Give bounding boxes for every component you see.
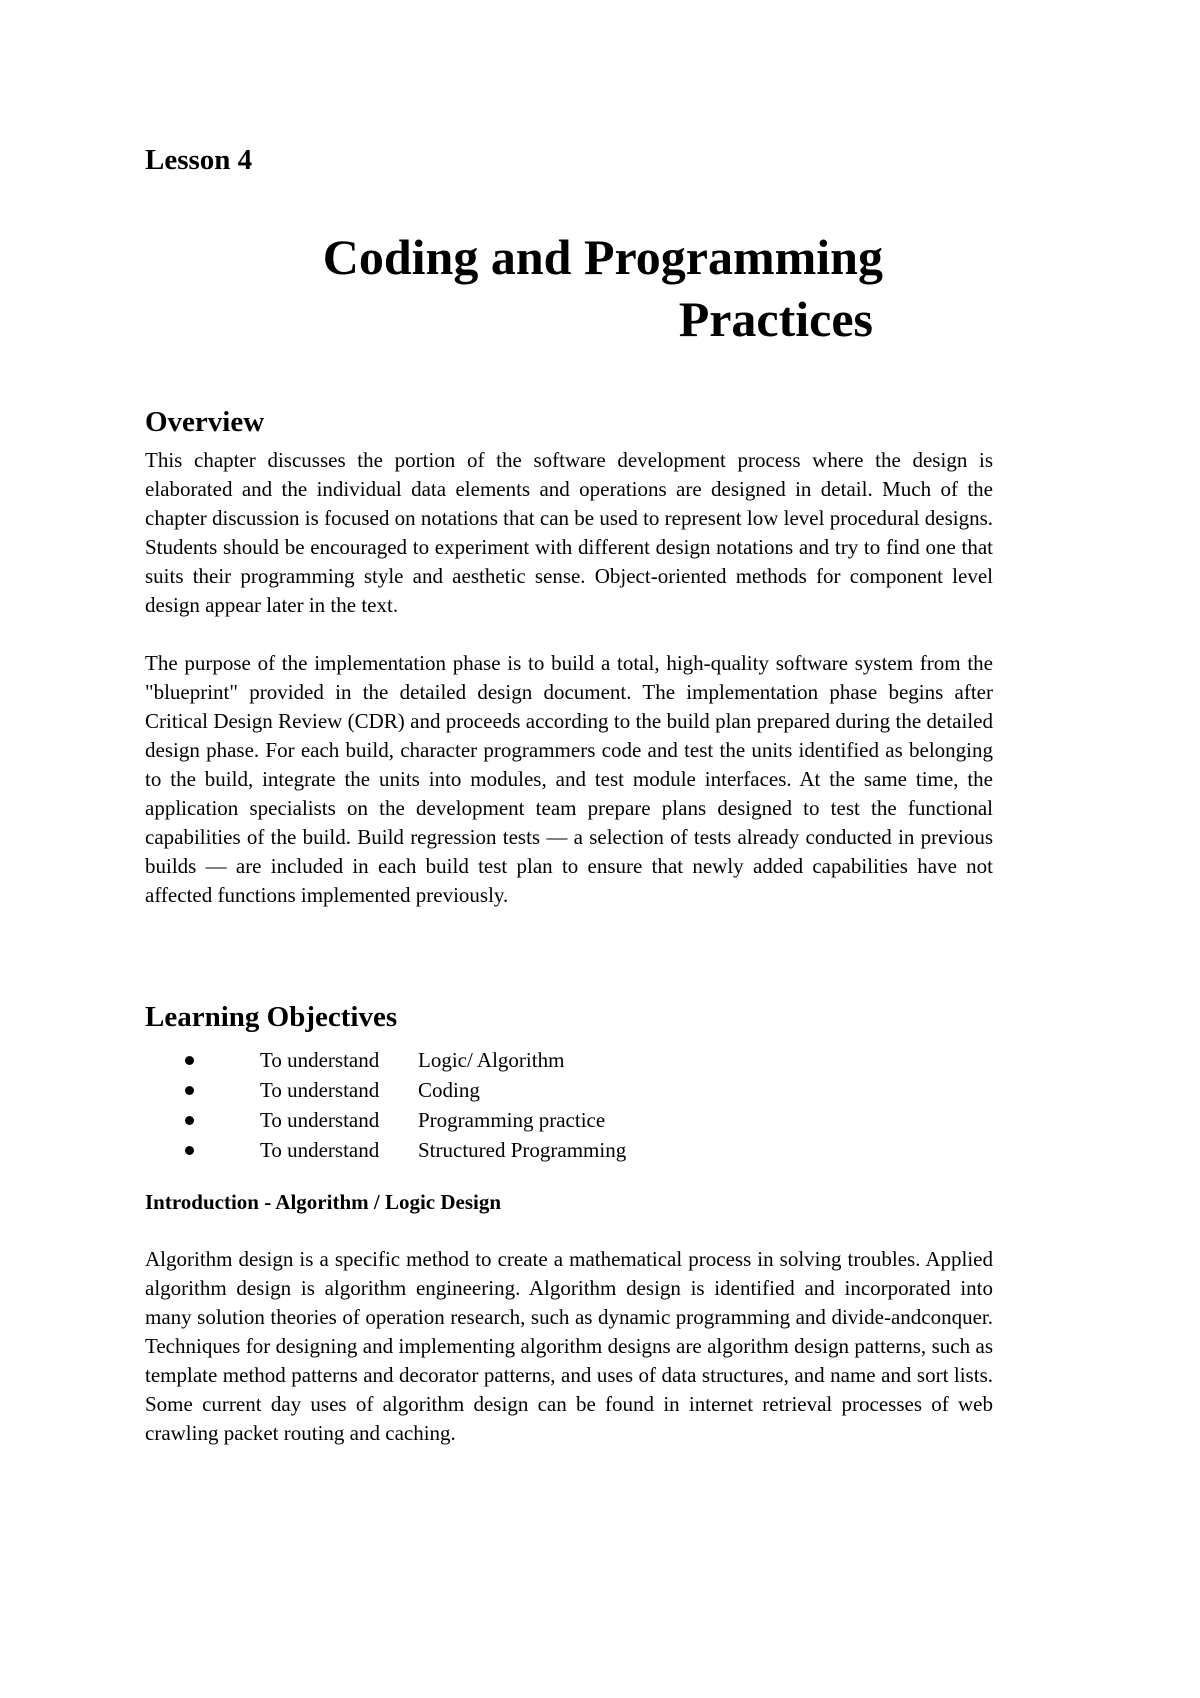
objective-topic: Structured Programming: [418, 1138, 627, 1162]
objective-topic: Logic/ Algorithm: [418, 1048, 565, 1072]
lesson-label: Lesson 4: [145, 144, 253, 176]
introduction-paragraph: Algorithm design is a specific method to create a mathematical process in solving troubles. Applied algorithm design is algorithm engineering. Algorithm design is identified and incorporated into many solution theories of operation research, such as dynamic programming and divide-andconquer. Techniques for designing and implementing algorithm designs are algorithm design patterns, such as template method patterns and decorator patterns, and uses of data structures, and name and sort lists. Some current day uses of algorithm design can be found in internet retrieval processes of web crawling packet routing and caching.: [145, 1247, 993, 1445]
objective-prefix: To understand: [260, 1138, 380, 1162]
objective-prefix: To understand: [260, 1078, 380, 1102]
objectives-list: [145, 1045, 993, 1165]
bullet-icon: [185, 1116, 194, 1125]
list-item: [145, 1045, 993, 1075]
bullet-icon: [185, 1056, 194, 1065]
introduction-heading: Introduction - Algorithm / Logic Design: [145, 1190, 502, 1214]
title-line-2: Practices: [678, 291, 873, 347]
bullet-icon: [185, 1146, 194, 1155]
page-title: [145, 226, 883, 350]
title-line-1: Coding and Programming: [322, 229, 883, 285]
objective-prefix: To understand: [260, 1048, 380, 1072]
overview-paragraph-1: This chapter discusses the portion of the software development process where the design is elaborated and the individual data elements and operations are designed in detail. Much of the chapter discussion is focused on notations that can be used to represent low level procedural designs. Students should be encouraged to experiment with different design notations and try to find one that suits their programming style and aesthetic sense. Object-oriented methods for component level design appear later in the text.: [145, 448, 993, 617]
overview-paragraph-2: The purpose of the implementation phase is to build a total, high-quality software system from the "blueprint" provided in the detailed design document. The implementation phase begins after Critical Design Review (CDR) and proceeds according to the build plan prepared during the detailed design phase. For each build, character programmers code and test the units identified as belonging to the build, integrate the units into modules, and test module interfaces. At the same time, the application specialists on the development team prepare plans designed to test the functional capabilities of the build. Build regression tests — a selection of tests already conducted in previous builds — are included in each build test plan to ensure that newly added capabilities have not affected functions implemented previously.: [145, 651, 993, 907]
list-item: [145, 1105, 993, 1135]
list-item: [145, 1135, 993, 1165]
page-content: [145, 140, 993, 1448]
objective-prefix: To understand: [260, 1108, 380, 1132]
learning-objectives-heading: Learning Objectives: [145, 1001, 398, 1033]
overview-heading: Overview: [145, 406, 265, 438]
list-item: [145, 1075, 993, 1105]
objective-topic: Programming practice: [418, 1108, 606, 1132]
objective-topic: Coding: [418, 1078, 480, 1102]
bullet-icon: [185, 1086, 194, 1095]
